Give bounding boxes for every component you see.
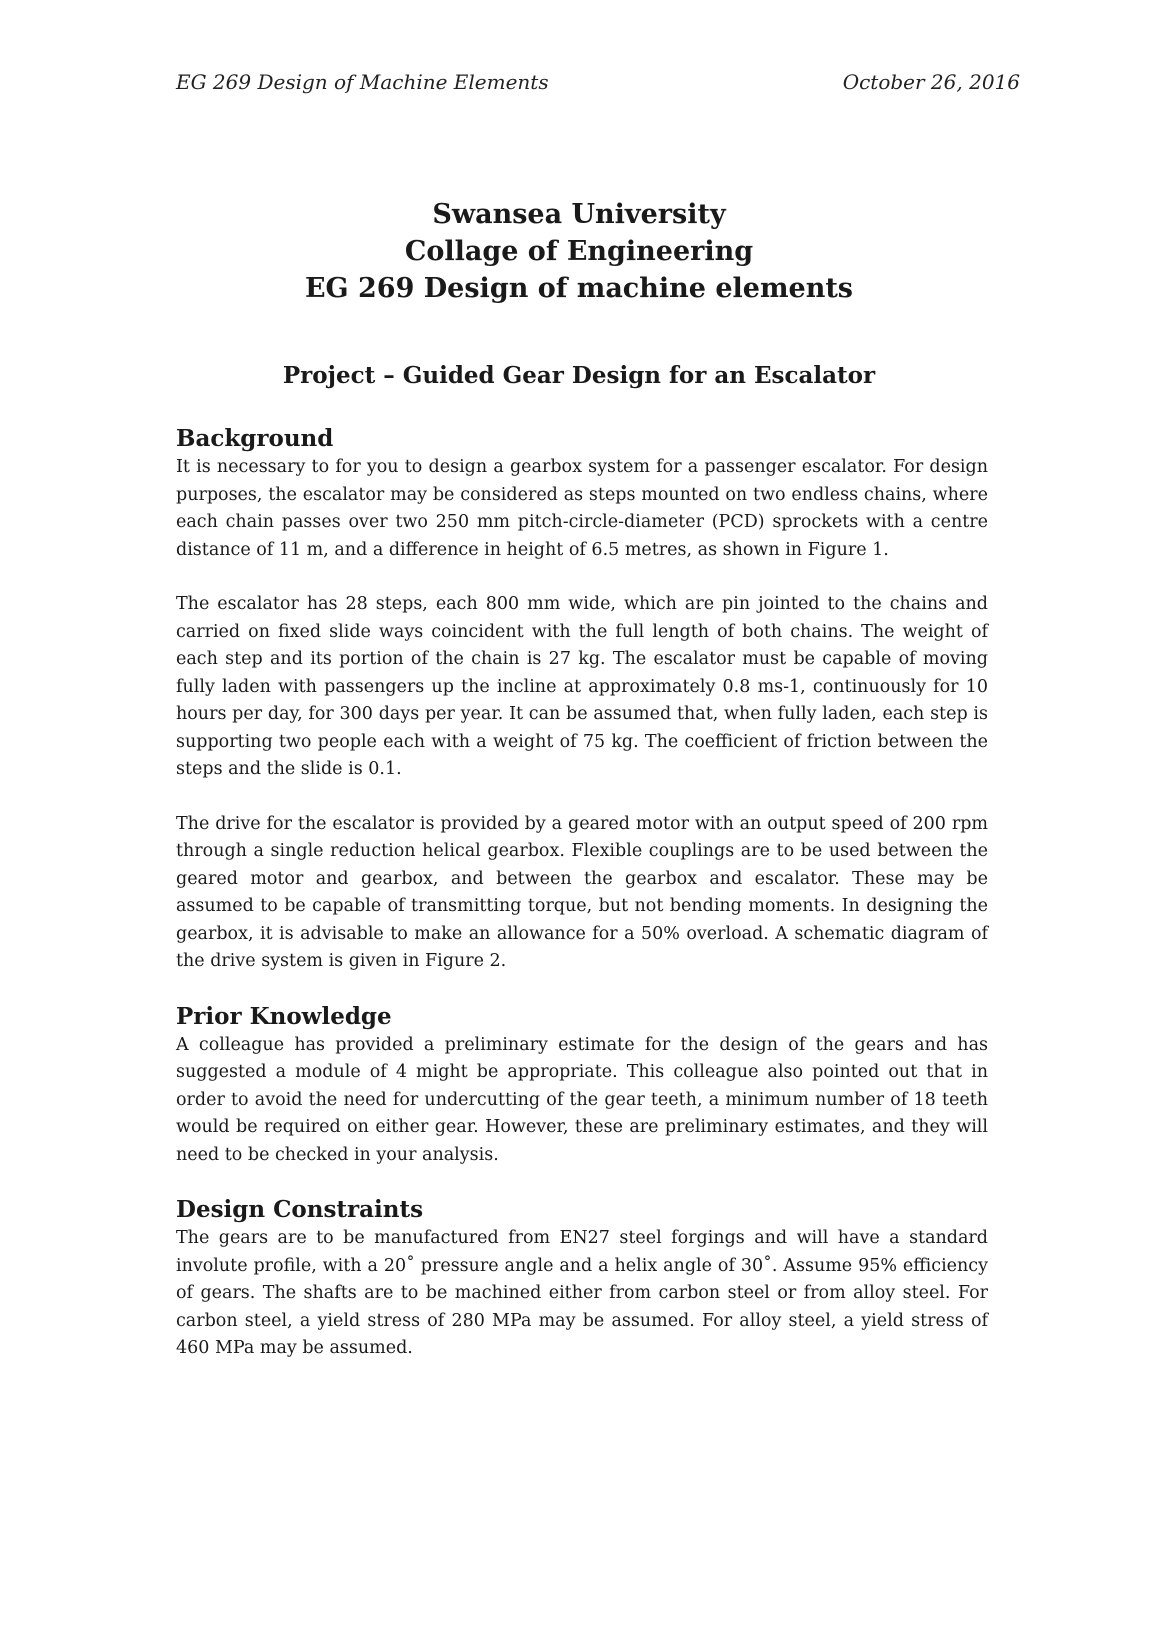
header-course-title: EG 269 Design of Machine Elements <box>176 70 549 94</box>
title-block <box>0 196 1158 307</box>
college-name: Collage of Engineering <box>404 236 754 267</box>
running-header <box>176 70 1020 94</box>
document-body <box>176 424 988 1363</box>
header-date: October 26, 2016 <box>842 70 1020 94</box>
module-title: EG 269 Design of machine elements <box>304 273 854 304</box>
background-paragraph-2: The escalator has 28 steps, each 800 mm wide, which are pin jointed to the chains and carried on fixed slide ways coincident with the full length of both chains. The weight of each step and its portion of the chain is 27 kg. The escalator must be capable of moving fully laden with passengers up the incline at approximately 0.8 ms-1, continuously for 10 hours per day, for 300 days per year. It can be assumed that, when fully laden, each step is supporting two people each with a weight of 75 kg. The coefficient of friction between the steps and the slide is 0.1. <box>176 594 988 779</box>
university-name: Swansea University <box>432 199 726 230</box>
design-constraints-paragraph: The gears are to be manufactured from EN27 steel forgings and will have a standard involute profile, with a 20˚ pressure angle and a helix angle of 30˚. Assume 95% efficiency of gears. The shafts are to be machined either from carbon steel or from alloy steel. For carbon steel, a yield stress of 280 MPa may be assumed. For alloy steel, a yield stress of 460 MPa may be assumed. <box>176 1228 988 1358</box>
prior-knowledge-paragraph: A colleague has provided a preliminary estimate for the design of the gears and has suggested a module of 4 might be appropriate. This colleague also pointed out that in order to avoid the need for undercutting of the gear teeth, a minimum number of 18 teeth would be required on either gear. However, these are preliminary estimates, and they will need to be checked in your analysis. <box>176 1034 988 1165</box>
background-paragraph-1: It is necessary to for you to design a gearbox system for a passenger escalator. For design purposes, the escalator may be considered as steps mounted on two endless chains, where each chain passes over two 250 mm pitch-circle-diameter (PCD) sprockets with a centre distance of 11 m, and a difference in height of 6.5 metres, as shown in Figure 1. <box>176 457 988 560</box>
background-heading: Background <box>176 425 334 452</box>
background-paragraph-3: The drive for the escalator is provided by a geared motor with an output speed of 200 rpm through a single reduction helical gearbox. Flexible couplings are to be used between the geared motor and gearbox, and between the gearbox and escalator. These may be assumed to be capable of transmitting torque, but not bending moments. In designing the gearbox, it is advisable to make an allowance for a 50% overload. A schematic diagram of the drive system is given in Figure 2. <box>176 813 988 971</box>
design-constraints-heading: Design Constraints <box>176 1196 424 1223</box>
project-title: Project – Guided Gear Design for an Escalator <box>282 362 876 389</box>
prior-knowledge-heading: Prior Knowledge <box>176 1002 392 1030</box>
